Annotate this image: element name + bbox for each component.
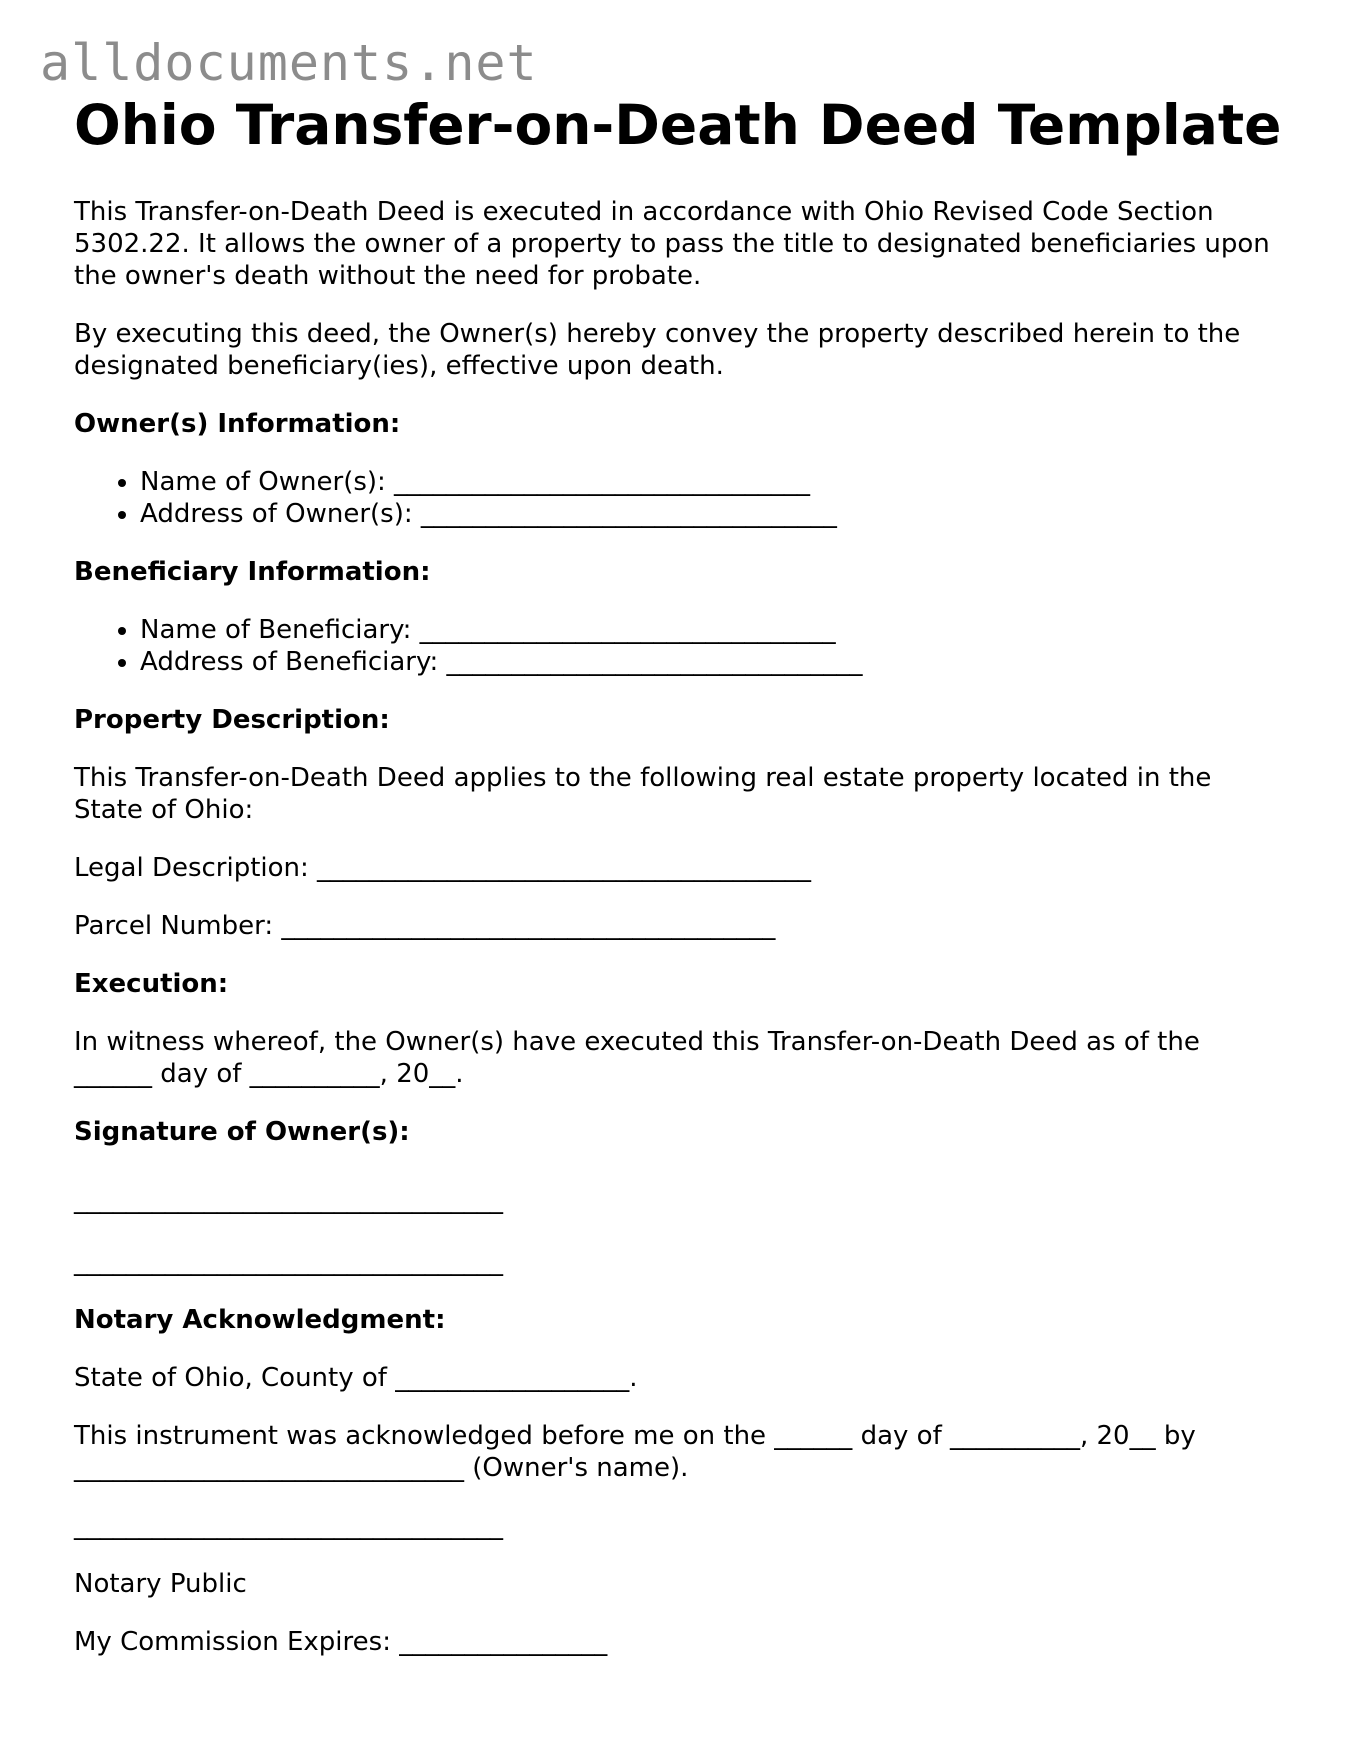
owner-name-field: • Name of Owner(s): ________________________________ bbox=[140, 466, 1284, 498]
owner-info-heading: Owner(s) Information: bbox=[74, 409, 401, 439]
owner-signature-line-1: _________________________________ bbox=[74, 1185, 503, 1215]
property-description-text: This Transfer-on-Death Deed applies to the following real estate property located in the State of Ohio: bbox=[74, 763, 1212, 825]
watermark: alldocuments.net bbox=[40, 34, 538, 92]
beneficiary-address-field: • Address of Beneficiary: ________________________________ bbox=[140, 646, 1284, 678]
intro-paragraph-2: By executing this deed, the Owner(s) hereby convey the property described herein to the designated beneficiary(ies), effective upon death. bbox=[74, 319, 1241, 381]
beneficiary-info-heading: Beneficiary Information: bbox=[74, 557, 431, 587]
notary-acknowledgment-text: This instrument was acknowledged before me on the ______ day of __________, 20__ by ______________________________ (Owner's name). bbox=[74, 1421, 1196, 1483]
notary-signature-line: _________________________________ bbox=[74, 1511, 503, 1541]
beneficiary-name-field: • Name of Beneficiary: ________________________________ bbox=[140, 614, 1284, 646]
owner-info-list bbox=[74, 466, 1284, 530]
document-body bbox=[74, 92, 1284, 1684]
beneficiary-info-list bbox=[74, 614, 1284, 678]
notary-public-label: Notary Public bbox=[74, 1569, 247, 1599]
commission-expires-field: My Commission Expires: ________________ bbox=[74, 1627, 608, 1657]
signature-heading: Signature of Owner(s): bbox=[74, 1117, 410, 1147]
execution-text: In witness whereof, the Owner(s) have executed this Transfer-on-Death Deed as of the ______ day of __________, 20__. bbox=[74, 1027, 1200, 1089]
notary-heading: Notary Acknowledgment: bbox=[74, 1305, 446, 1335]
execution-heading: Execution: bbox=[74, 969, 229, 999]
intro-paragraph-1: This Transfer-on-Death Deed is executed in accordance with Ohio Revised Code Section 5302.22. It allows the owner of a property to pass the title to designated beneficiaries upon the owner's death without the need for probate. bbox=[74, 197, 1270, 291]
owner-signature-line-2: _________________________________ bbox=[74, 1247, 503, 1277]
notary-county-field: State of Ohio, County of __________________. bbox=[74, 1363, 638, 1393]
property-description-heading: Property Description: bbox=[74, 705, 390, 735]
owner-address-field: • Address of Owner(s): ________________________________ bbox=[140, 498, 1284, 530]
document-title: Ohio Transfer-on-Death Deed Template bbox=[74, 93, 1282, 157]
legal-description-field: Legal Description: ______________________________________ bbox=[74, 853, 812, 883]
parcel-number-field: Parcel Number: ______________________________________ bbox=[74, 911, 776, 941]
